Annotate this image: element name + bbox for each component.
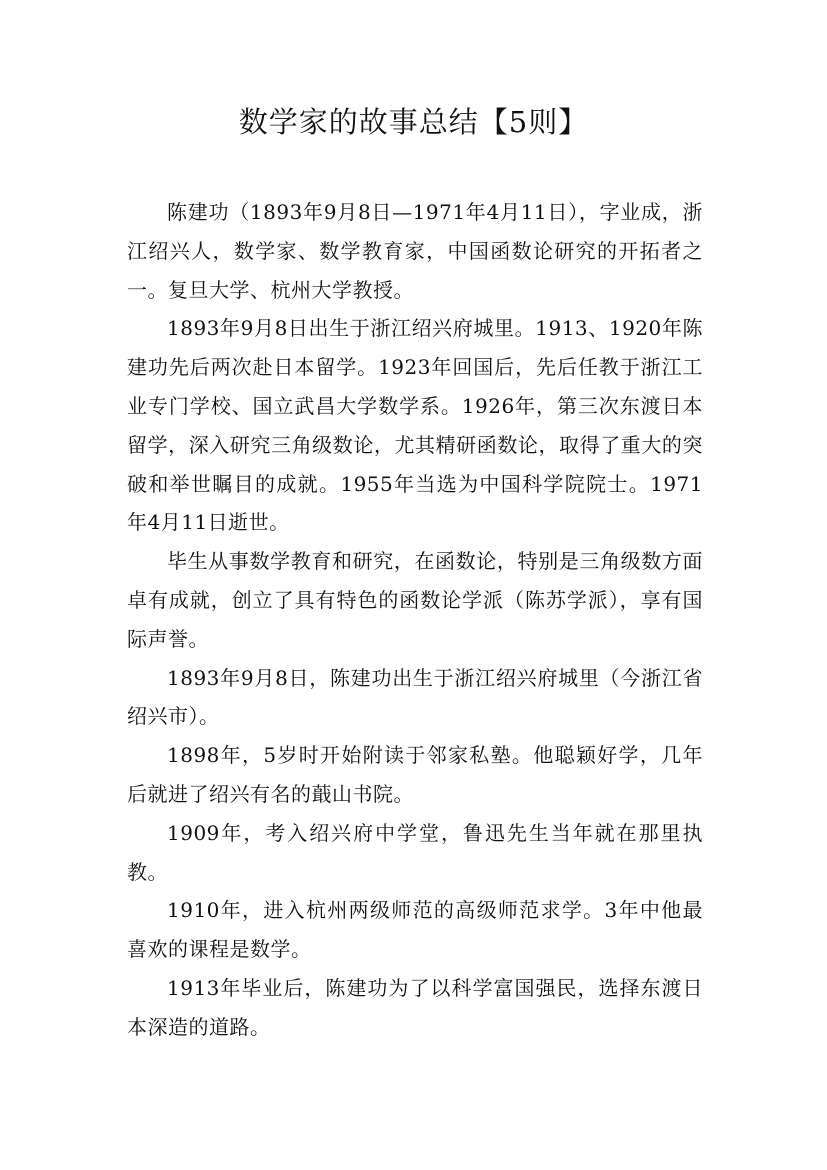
paragraph: 1898年，5岁时开始附读于邻家私塾。他聪颖好学，几年后就进了绍兴有名的蕺山书院。 — [127, 743, 703, 806]
document-title: 数学家的故事总结【5则】 — [238, 105, 589, 139]
paragraph: 1893年9月8日，陈建功出生于浙江绍兴府城里（今浙江省绍兴市）。 — [127, 665, 703, 729]
paragraph: 1909年，考入绍兴府中学堂，鲁迅先生当年就在那里执教。 — [127, 820, 703, 884]
document-body — [127, 193, 703, 1047]
paragraph: 1913年毕业后，陈建功为了以科学富国强民，选择东渡日本深造的道路。 — [127, 975, 703, 1039]
paragraph: 毕生从事数学教育和研究，在函数论，特别是三角级数方面卓有成就，创立了具有特色的函数论学派（陈苏学派），享有国际声誉。 — [127, 549, 703, 651]
paragraph: 陈建功（1893年9月8日—1971年4月11日），字业成，浙江绍兴人，数学家、数学教育家，中国函数论研究的开拓者之一。复旦大学、杭州大学教授。 — [127, 200, 703, 302]
paragraph: 1893年9月8日出生于浙江绍兴府城里。1913、1920年陈建功先后两次赴日本留学。1923年回国后，先后任教于浙江工业专门学校、国立武昌大学数学系。1926年，第三次东渡日本留学，深入研究三角级数论，尤其精研函数论，取得了重大的突破和举世瞩目的成就。1955年当选为中国科学院院士。1971年4月11日逝世。 — [127, 316, 703, 535]
paragraph: 1910年，进入杭州两级师范的高级师范求学。3年中他最喜欢的课程是数学。 — [127, 898, 703, 962]
